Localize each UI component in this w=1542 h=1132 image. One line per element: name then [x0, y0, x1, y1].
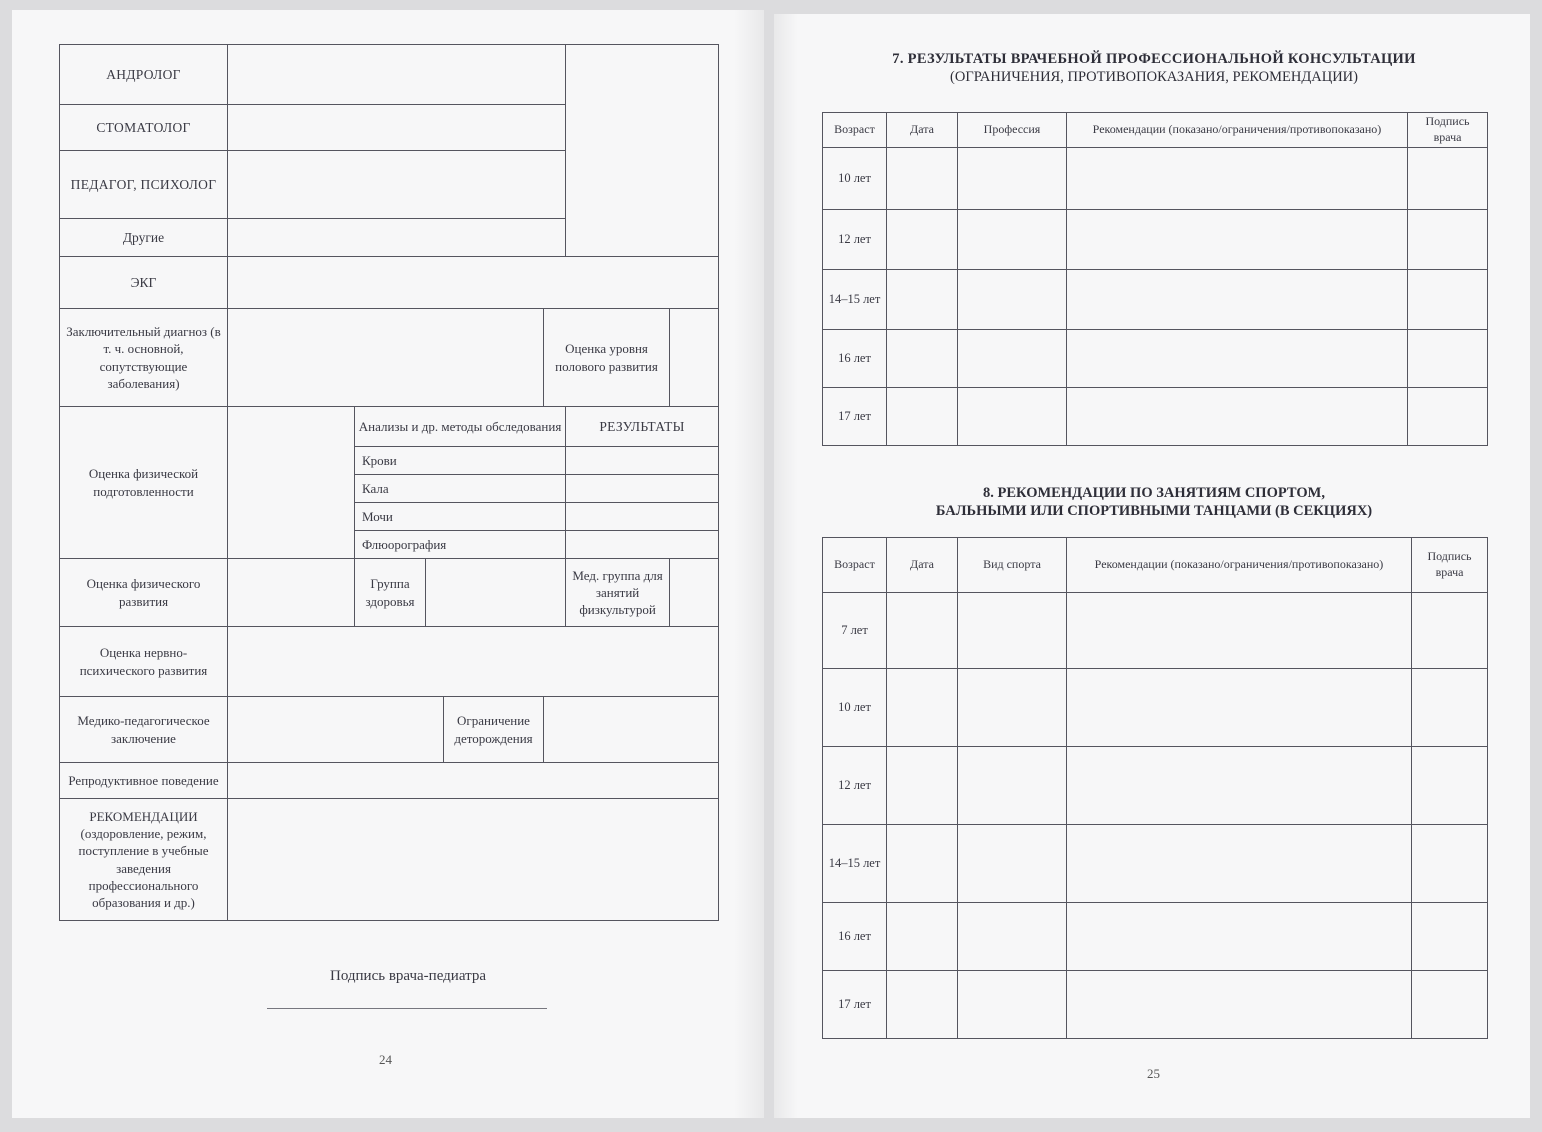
sport-cell[interactable] [958, 903, 1067, 971]
analysis-blood-label: Крови [355, 447, 566, 475]
ecg-cell[interactable] [228, 257, 719, 309]
recommendation-cell[interactable] [1067, 825, 1412, 903]
pediatrician-signature-label: Подпись врача-педиатра [330, 968, 486, 984]
recommendation-cell[interactable] [1067, 388, 1408, 446]
signature-cell[interactable] [1412, 669, 1488, 747]
col-date: Дата [887, 538, 958, 593]
pe-group-label: Мед. группа для занятий физкультурой [566, 559, 670, 627]
analysis-blood-result[interactable] [566, 447, 719, 475]
col-recommendations: Рекомендации (показано/ограничения/противопоказано) [1067, 538, 1412, 593]
sexual-development-label: Оценка уровня полового развития [544, 309, 670, 407]
sport-cell[interactable] [958, 971, 1067, 1039]
age-cell: 16 лет [823, 903, 887, 971]
analysis-urine-result[interactable] [566, 503, 719, 531]
signature-cell[interactable] [1408, 388, 1488, 446]
row-others-label: Другие [60, 219, 228, 257]
section-8-title-line2: БАЛЬНЫМИ ИЛИ СПОРТИВНЫМИ ТАНЦАМИ (В СЕКЦИЯХ) [935, 503, 1373, 520]
analysis-urine-label: Мочи [355, 503, 566, 531]
age-cell: 10 лет [823, 148, 887, 210]
physical-preparedness-cell[interactable] [228, 407, 355, 559]
signature-cell[interactable] [1412, 825, 1488, 903]
neuro-development-cell[interactable] [228, 627, 719, 697]
page-25 [774, 14, 1530, 1118]
row-physical-development-label: Оценка физического развития [60, 559, 228, 627]
col-doctor-signature: Подпись врача [1412, 538, 1488, 593]
age-cell: 12 лет [823, 210, 887, 270]
health-group-label: Группа здоровья [355, 559, 426, 627]
signature-cell[interactable] [1412, 903, 1488, 971]
recommendation-cell[interactable] [1067, 330, 1408, 388]
sport-cell[interactable] [958, 747, 1067, 825]
section-8-title-line1: 8. РЕКОМЕНДАЦИИ ПО ЗАНЯТИЯМ СПОРТОМ, [983, 485, 1325, 501]
sport-cell[interactable] [958, 593, 1067, 669]
col-date: Дата [887, 113, 958, 148]
date-cell[interactable] [887, 270, 958, 330]
physical-development-cell[interactable] [228, 559, 355, 627]
recommendation-cell[interactable] [1067, 971, 1412, 1039]
profession-cell[interactable] [958, 148, 1067, 210]
date-cell[interactable] [887, 330, 958, 388]
row-physical-preparedness-label: Оценка физической подготовленности [60, 407, 228, 559]
table-row [823, 210, 1488, 270]
row-ecg-label: ЭКГ [60, 257, 228, 309]
row-andrologist-label: АНДРОЛОГ [60, 45, 228, 105]
table-row [823, 825, 1488, 903]
age-cell: 14–15 лет [823, 270, 887, 330]
sport-cell[interactable] [958, 669, 1067, 747]
professional-consultation-table [822, 112, 1488, 446]
medped-conclusion-cell[interactable] [228, 697, 444, 763]
health-group-cell[interactable] [426, 559, 566, 627]
age-cell: 10 лет [823, 669, 887, 747]
age-cell: 7 лет [823, 593, 887, 669]
col-doctor-signature: Подпись врача [1408, 113, 1488, 148]
recommendation-cell[interactable] [1067, 903, 1412, 971]
col-sport-type: Вид спорта [958, 538, 1067, 593]
table-header-row [823, 538, 1488, 593]
sport-cell[interactable] [958, 825, 1067, 903]
analysis-stool-label: Кала [355, 475, 566, 503]
recommendation-cell[interactable] [1067, 270, 1408, 330]
page-24 [12, 10, 764, 1118]
signature-cell[interactable] [1412, 747, 1488, 825]
col-profession: Профессия [958, 113, 1067, 148]
recommendations-cell[interactable] [228, 799, 719, 921]
table-row [823, 148, 1488, 210]
row-neuro-development-label: Оценка нервно-психического развития [60, 627, 228, 697]
age-cell: 14–15 лет [823, 825, 887, 903]
analysis-stool-result[interactable] [566, 475, 719, 503]
col-age: Возраст [823, 113, 887, 148]
row-recommendations-label: РЕКОМЕНДАЦИИ (оздоровление, режим, поступление в учебные заведения профессионального образования и др.) [60, 799, 228, 921]
table-row [823, 593, 1488, 669]
signature-cell[interactable] [1408, 148, 1488, 210]
table-row [823, 330, 1488, 388]
section-7-subtitle: (ОГРАНИЧЕНИЯ, ПРОТИВОПОКАЗАНИЯ, РЕКОМЕНДАЦИИ) [950, 69, 1358, 86]
sexual-development-cell[interactable] [670, 309, 719, 407]
profession-cell[interactable] [958, 210, 1067, 270]
signature-cell[interactable] [1408, 210, 1488, 270]
medical-exam-table [59, 44, 719, 921]
table-row [823, 270, 1488, 330]
pediatrician-signature-line[interactable] [267, 1008, 547, 1009]
recommendation-cell[interactable] [1067, 747, 1412, 825]
section-8-heading [804, 484, 1504, 520]
date-cell[interactable] [887, 593, 958, 669]
col-recommendations: Рекомендации (показано/ограничения/противопоказано) [1067, 113, 1408, 148]
date-cell[interactable] [887, 148, 958, 210]
row-pedagogue-label: ПЕДАГОГ, ПСИХОЛОГ [60, 151, 228, 219]
date-cell[interactable] [887, 210, 958, 270]
row-medped-conclusion-label: Медико-педагогическое заключение [60, 697, 228, 763]
table-row [823, 388, 1488, 446]
reproductive-cell[interactable] [228, 763, 719, 799]
profession-cell[interactable] [958, 388, 1067, 446]
recommendation-cell[interactable] [1067, 669, 1412, 747]
signature-cell[interactable] [1408, 270, 1488, 330]
signature-cell[interactable] [1408, 330, 1488, 388]
table-row [823, 971, 1488, 1039]
table-header-row [823, 113, 1488, 148]
dentist-cell[interactable] [228, 105, 566, 151]
pedagogue-cell[interactable] [228, 151, 566, 219]
date-cell[interactable] [887, 971, 958, 1039]
date-cell[interactable] [887, 669, 958, 747]
profession-cell[interactable] [958, 330, 1067, 388]
childbearing-limit-label: Ограничение деторождения [444, 697, 544, 763]
specialist-notes-cell[interactable] [566, 45, 719, 257]
final-diagnosis-cell[interactable] [228, 309, 544, 407]
date-cell[interactable] [887, 903, 958, 971]
page-number-right: 25 [1147, 1066, 1160, 1081]
recommendation-cell[interactable] [1067, 593, 1412, 669]
section-7-title: 7. РЕЗУЛЬТАТЫ ВРАЧЕБНОЙ ПРОФЕССИОНАЛЬНОЙ КОНСУЛЬТАЦИИ [892, 51, 1416, 67]
age-cell: 12 лет [823, 747, 887, 825]
table-row [823, 669, 1488, 747]
recommendation-cell[interactable] [1067, 148, 1408, 210]
col-age: Возраст [823, 538, 887, 593]
andrologist-cell[interactable] [228, 45, 566, 105]
date-cell[interactable] [887, 747, 958, 825]
date-cell[interactable] [887, 825, 958, 903]
profession-cell[interactable] [958, 270, 1067, 330]
others-cell[interactable] [228, 219, 566, 257]
row-final-diagnosis-label: Заключительный диагноз (в т. ч. основной, сопутствующие заболевания) [60, 309, 228, 407]
date-cell[interactable] [887, 388, 958, 446]
age-cell: 17 лет [823, 388, 887, 446]
row-dentist-label: СТОМАТОЛОГ [60, 105, 228, 151]
analysis-fluorography-label: Флюорография [355, 531, 566, 559]
results-header: РЕЗУЛЬТАТЫ [566, 407, 719, 447]
sport-recommendations-table [822, 537, 1488, 1039]
analyses-header: Анализы и др. методы обследования [355, 407, 566, 447]
section-7-heading [804, 50, 1504, 86]
page-number-left: 24 [379, 1052, 392, 1067]
analysis-fluorography-result[interactable] [566, 531, 719, 559]
table-row [823, 747, 1488, 825]
recommendation-cell[interactable] [1067, 210, 1408, 270]
childbearing-limit-cell[interactable] [544, 697, 719, 763]
pe-group-cell[interactable] [670, 559, 719, 627]
row-reproductive-label: Репродуктивное поведение [60, 763, 228, 799]
age-cell: 17 лет [823, 971, 887, 1039]
signature-cell[interactable] [1412, 971, 1488, 1039]
age-cell: 16 лет [823, 330, 887, 388]
signature-cell[interactable] [1412, 593, 1488, 669]
table-row [823, 903, 1488, 971]
